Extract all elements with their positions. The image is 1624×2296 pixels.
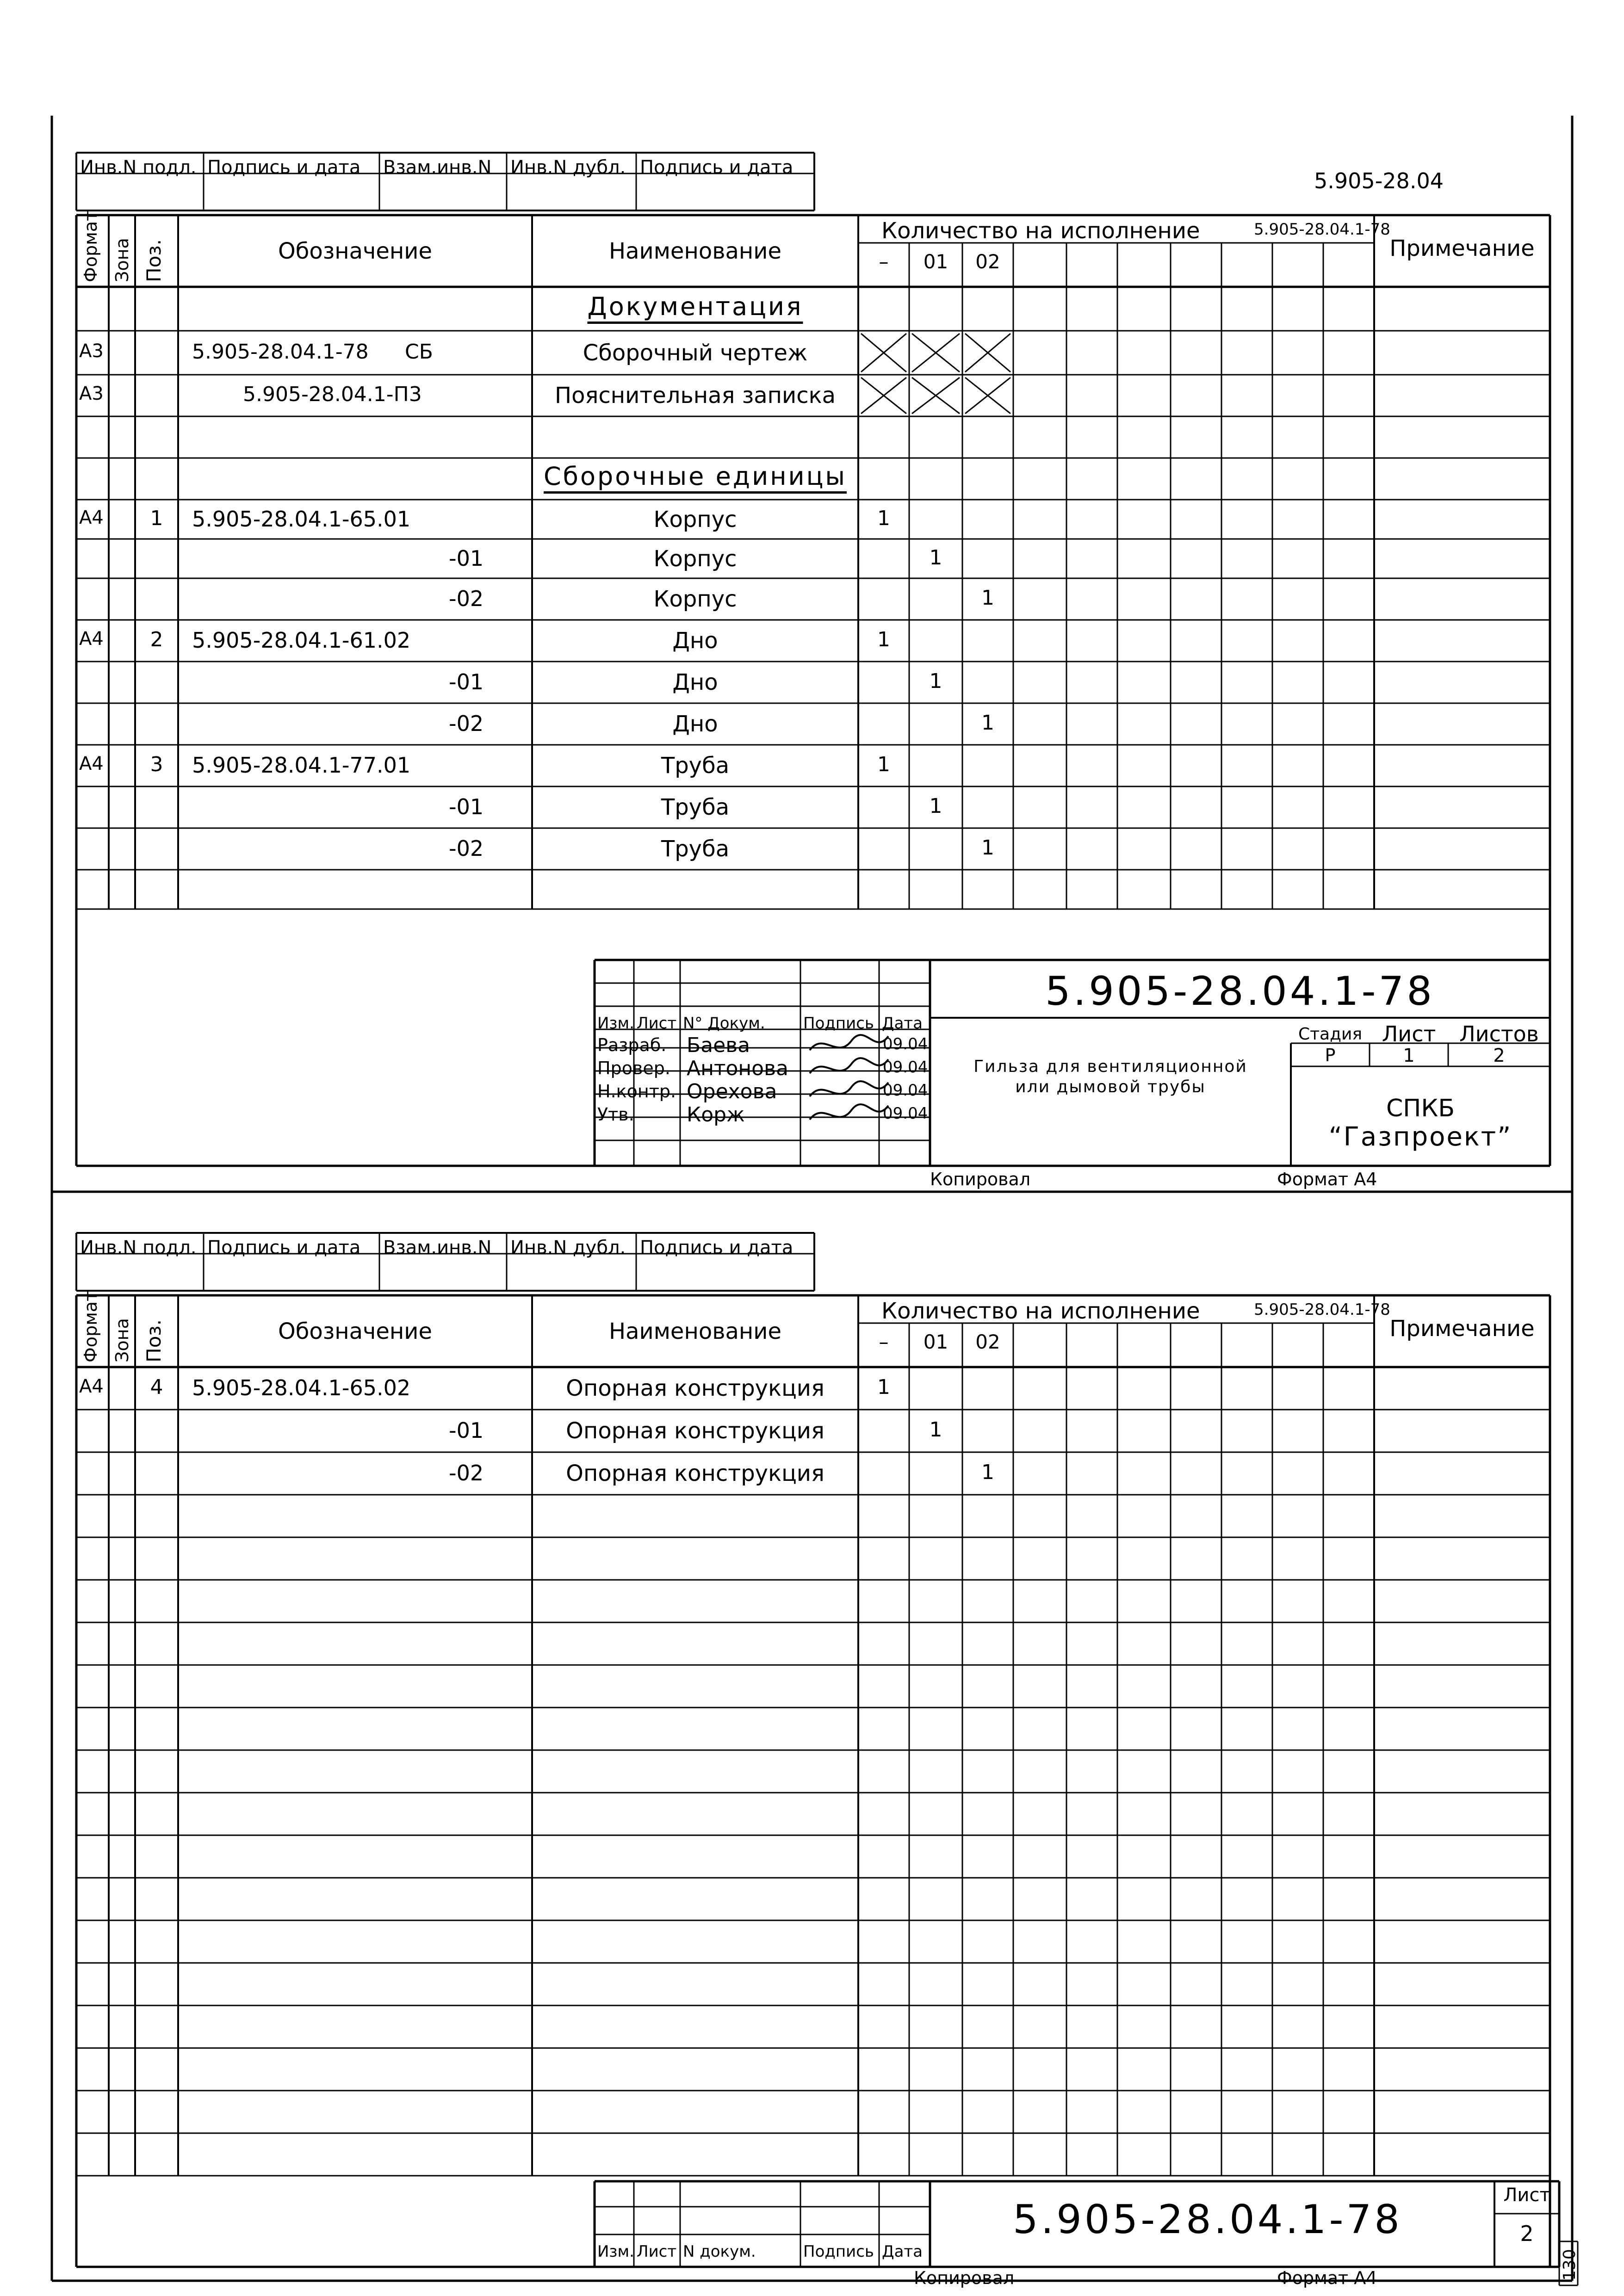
format-label: Формат А4 (1277, 2268, 1377, 2288)
cell-designation: -02 (449, 836, 484, 861)
header-zone: Зона (112, 1318, 132, 1362)
cell-name: Пояснительная записка (554, 383, 836, 408)
header-zone: Зона (112, 238, 132, 282)
header-note: Примечание (1389, 235, 1535, 261)
cell-qty: 1 (929, 1418, 942, 1442)
cell-name: Труба (661, 753, 730, 779)
cell-qty: 1 (877, 506, 890, 530)
sign-date: 09.04 (883, 1058, 928, 1077)
cell-designation: -01 (449, 1418, 484, 1443)
title-col-label: N докум. (683, 2242, 756, 2261)
stage-value: Р (1325, 1045, 1336, 1065)
cell-name: Труба (661, 836, 730, 862)
title-col-label: Изм. (597, 1014, 634, 1033)
cell-qty: 1 (877, 628, 890, 651)
cell-qty: 1 (929, 545, 942, 569)
document-number: 5.905-28.04.1-78 (1013, 2197, 1402, 2243)
cell-name: Труба (661, 794, 730, 820)
person-name: Антонова (687, 1057, 788, 1080)
cell-pos: 1 (150, 506, 163, 530)
cell-designation: -01 (449, 794, 484, 819)
stamp-label: Инв.N подл. (80, 157, 197, 178)
role-label: Разраб. (597, 1035, 667, 1055)
header-pos: Поз. (143, 1319, 165, 1362)
cell-qty: 1 (877, 1375, 890, 1399)
cell-name: Корпус (653, 545, 737, 572)
header-qty-title: Количество на исполнение (881, 1298, 1200, 1324)
cell-format: А4 (79, 628, 104, 650)
header-note: Примечание (1389, 1315, 1535, 1342)
header-name: Наименование (608, 238, 782, 264)
header-designation: Обозначение (278, 238, 433, 264)
cell-qty: 1 (981, 586, 994, 610)
sheets-value: 2 (1493, 1045, 1505, 1066)
stamp-label: Подпись и дата (207, 1237, 361, 1258)
cell-name: Дно (672, 628, 718, 654)
title-col-label: Лист (637, 2242, 677, 2261)
section-heading: Сборочные единицы (543, 462, 847, 491)
organization: “Газпроект” (1328, 1122, 1512, 1152)
cell-qty: 1 (981, 711, 994, 735)
cell-format: А4 (79, 507, 104, 528)
role-label: Провер. (597, 1058, 670, 1078)
cell-pos: 2 (150, 628, 163, 651)
cell-designation: 5.905-28.04.1-П3 (243, 383, 422, 406)
title-col-label: Дата (882, 2242, 923, 2261)
cell-qty: 1 (877, 753, 890, 776)
person-name: Корж (687, 1103, 745, 1126)
stamp-label: Взам.инв.N (383, 157, 492, 178)
cell-name: Дно (672, 669, 718, 695)
cell-designation: 5.905-28.04.1-77.01 (192, 753, 411, 778)
header-qty-col: 02 (975, 250, 1000, 273)
cell-designation: 5.905-28.04.1-61.02 (192, 628, 411, 653)
role-label: Утв. (597, 1104, 634, 1125)
page-code: 5.905-28.04 (1314, 168, 1444, 193)
cell-format: А3 (79, 340, 104, 362)
stamp-label: Подпись и дата (640, 157, 793, 178)
product-title: или дымовой трубы (1015, 1077, 1206, 1096)
title-col-label: Изм. (597, 2242, 634, 2261)
format-label: Формат А4 (1277, 1169, 1377, 1189)
cell-format: А4 (79, 753, 104, 774)
cell-designation: 5.905-28.04.1-65.02 (192, 1375, 411, 1400)
cell-suffix: СБ (405, 340, 433, 364)
cell-designation: -01 (449, 545, 484, 571)
header-designation: Обозначение (278, 1318, 433, 1344)
title-col-label: Дата (882, 1014, 923, 1033)
document-number: 5.905-28.04.1-78 (1045, 968, 1435, 1015)
header-qty-col: – (879, 250, 889, 273)
sheet-label: Лист (1382, 1021, 1436, 1046)
stamp-label: Подпись и дата (640, 1237, 793, 1258)
cell-name: Опорная конструкция (566, 1375, 824, 1401)
sign-date: 09.04 (883, 1081, 928, 1100)
cell-designation: -02 (449, 711, 484, 736)
title-col-label: Лист (637, 1014, 677, 1033)
header-pos: Поз. (143, 239, 165, 282)
title-col-label: Подпись (803, 1014, 874, 1033)
margin-number: 130 (1560, 2249, 1579, 2281)
sheet-value: 2 (1520, 2221, 1534, 2246)
copied-label: Копировал (930, 1169, 1031, 1189)
header-format: Формат (81, 1291, 101, 1362)
cell-format: А3 (79, 383, 104, 404)
header-format: Формат (81, 210, 101, 282)
header-qty-col: 02 (975, 1331, 1000, 1353)
cell-qty: 1 (929, 794, 942, 818)
stamp-label: Подпись и дата (207, 157, 361, 178)
role-label: Н.контр. (597, 1081, 676, 1102)
cell-pos: 3 (150, 753, 163, 776)
title-col-label: Подпись (803, 2242, 874, 2261)
sheet-value: 1 (1403, 1045, 1415, 1066)
cell-name: Корпус (653, 586, 737, 612)
cell-format: А4 (79, 1376, 104, 1397)
header-qty-col: 01 (923, 250, 948, 273)
cell-pos: 4 (150, 1375, 163, 1399)
cell-name: Опорная конструкция (566, 1461, 824, 1486)
header-qty-title: Количество на исполнение (881, 218, 1200, 244)
sheets-label: Листов (1459, 1021, 1539, 1046)
cell-qty: 1 (981, 1461, 994, 1484)
cell-designation: -02 (449, 1461, 484, 1485)
sign-date: 09.04 (883, 1104, 928, 1123)
header-qty-doc: 5.905-28.04.1-78 (1254, 220, 1390, 239)
cell-name: Опорная конструкция (566, 1418, 824, 1444)
stamp-label: Инв.N дубл. (510, 157, 626, 178)
cell-name: Дно (672, 711, 718, 737)
cell-designation: 5.905-28.04.1-65.01 (192, 506, 411, 532)
cell-name: Сборочный чертеж (583, 340, 808, 366)
cell-designation: 5.905-28.04.1-78 (192, 340, 369, 364)
cell-qty: 1 (981, 836, 994, 860)
cell-name: Корпус (653, 506, 737, 532)
header-qty-col: 01 (923, 1331, 948, 1353)
stamp-label: Инв.N подл. (80, 1237, 197, 1258)
sheet-label: Лист (1503, 2185, 1550, 2206)
cell-qty: 1 (929, 669, 942, 693)
header-name: Наименование (608, 1318, 782, 1344)
sign-date: 09.04 (883, 1035, 928, 1053)
person-name: Баева (687, 1034, 750, 1057)
organization: СПКБ (1386, 1095, 1455, 1122)
stamp-label: Взам.инв.N (383, 1237, 492, 1258)
header-qty-col: – (879, 1331, 889, 1353)
product-title: Гильза для вентиляционной (973, 1057, 1247, 1076)
title-col-label: N° Докум. (683, 1014, 765, 1033)
person-name: Орехова (687, 1080, 777, 1103)
section-heading: Документация (587, 291, 803, 321)
stage-label: Стадия (1298, 1025, 1363, 1044)
cell-designation: -01 (449, 669, 484, 694)
header-qty-doc: 5.905-28.04.1-78 (1254, 1300, 1390, 1319)
copied-label: Копировал (914, 2268, 1015, 2288)
cell-designation: -02 (449, 586, 484, 611)
stamp-label: Инв.N дубл. (510, 1237, 626, 1258)
